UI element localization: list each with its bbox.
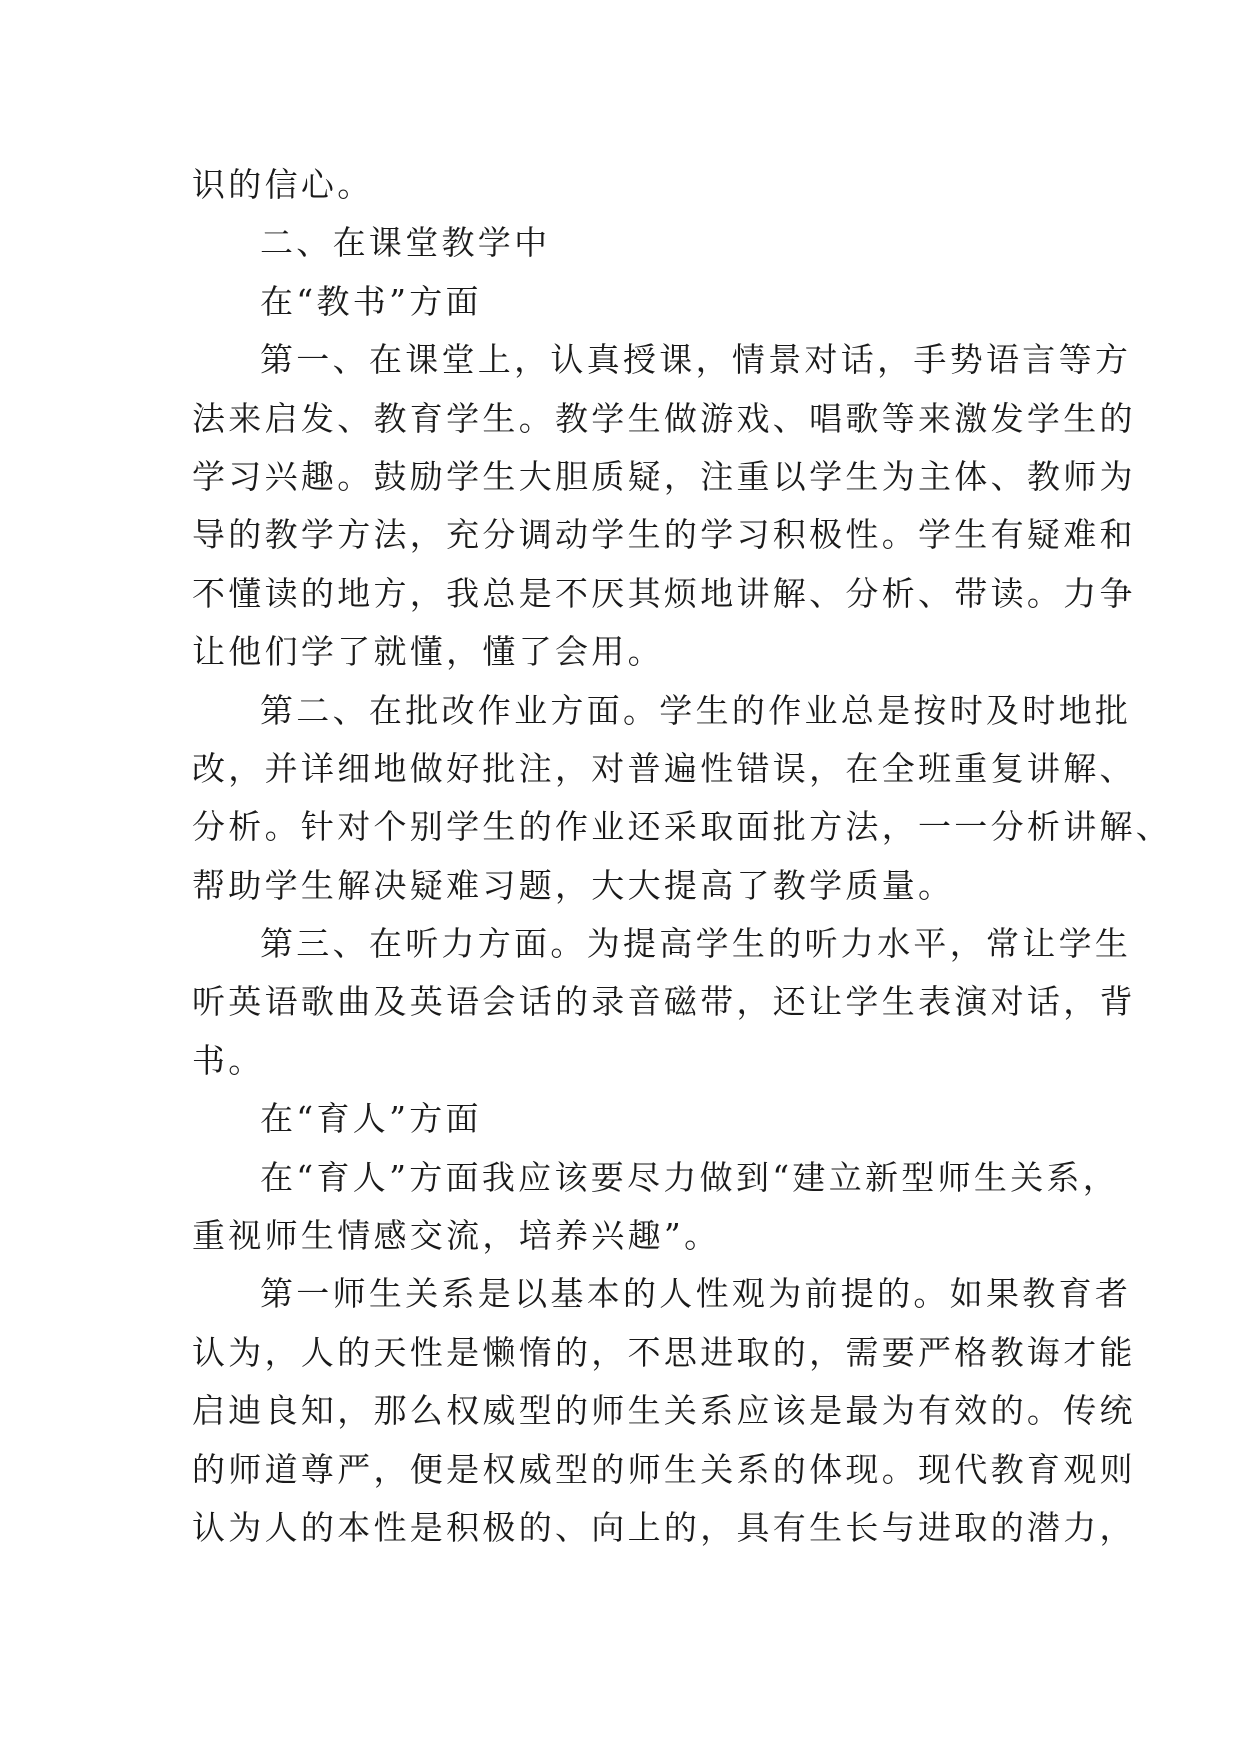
text-line-9: 让他们学了就懂，懂了会用。 [192,632,664,672]
text-line-24: 认为人的本性是积极的、向上的，具有生长与进取的潜力， [192,1507,1136,1547]
text-line-6: 学习兴趣。鼓励学生大胆质疑，注重以学生为主体、教师为 [192,456,1136,496]
text-line-10: 第二、在批改作业方面。学生的作业总是按时及时地批 [260,690,1132,730]
document-body [192,156,1173,1557]
subheading-educating: 在“育人”方面 [260,1099,482,1139]
text-line-15: 听英语歌曲及英语会话的录音磁带，还让学生表演对话，背 [192,982,1136,1022]
text-line-21: 认为，人的天性是懒惰的，不思进取的，需要严格教诲才能 [192,1332,1136,1372]
text-line-13: 帮助学生解决疑难习题，大大提高了教学质量。 [192,865,955,905]
subheading-teaching: 在“教书”方面 [260,281,482,321]
text-line-19: 重视师生情感交流，培养兴趣”。 [192,1216,721,1256]
text-line-5: 法来启发、教育学生。教学生做游戏、唱歌等来激发学生的 [192,398,1136,438]
section-heading-classroom-teaching: 二、在课堂教学中 [260,223,551,263]
text-line-20: 第一师生关系是以基本的人性观为前提的。如果教育者 [260,1274,1132,1314]
text-line-1: 识的信心。 [192,165,374,204]
text-line-7: 导的教学方法，充分调动学生的学习积极性。学生有疑难和 [192,515,1136,555]
text-line-11: 改，并详细地做好批注，对普遍性错误，在全班重复讲解、 [192,748,1136,788]
text-line-16: 书。 [192,1040,265,1080]
text-line-23: 的师道尊严，便是权威型的师生关系的体现。现代教育观则 [192,1449,1136,1489]
text-line-14: 第三、在听力方面。为提高学生的听力水平，常让学生 [260,924,1132,964]
text-line-4: 第一、在课堂上，认真授课，情景对话，手势语言等方 [260,340,1132,380]
text-line-12: 分析。针对个别学生的作业还采取面批方法，一一分析讲解、 [192,807,1173,847]
text-line-18: 在“育人”方面我应该要尽力做到“建立新型师生关系， [260,1157,1120,1197]
text-line-8: 不懂读的地方，我总是不厌其烦地讲解、分析、带读。力争 [192,573,1136,613]
text-line-22: 启迪良知，那么权威型的师生关系应该是最为有效的。传统 [192,1391,1136,1431]
